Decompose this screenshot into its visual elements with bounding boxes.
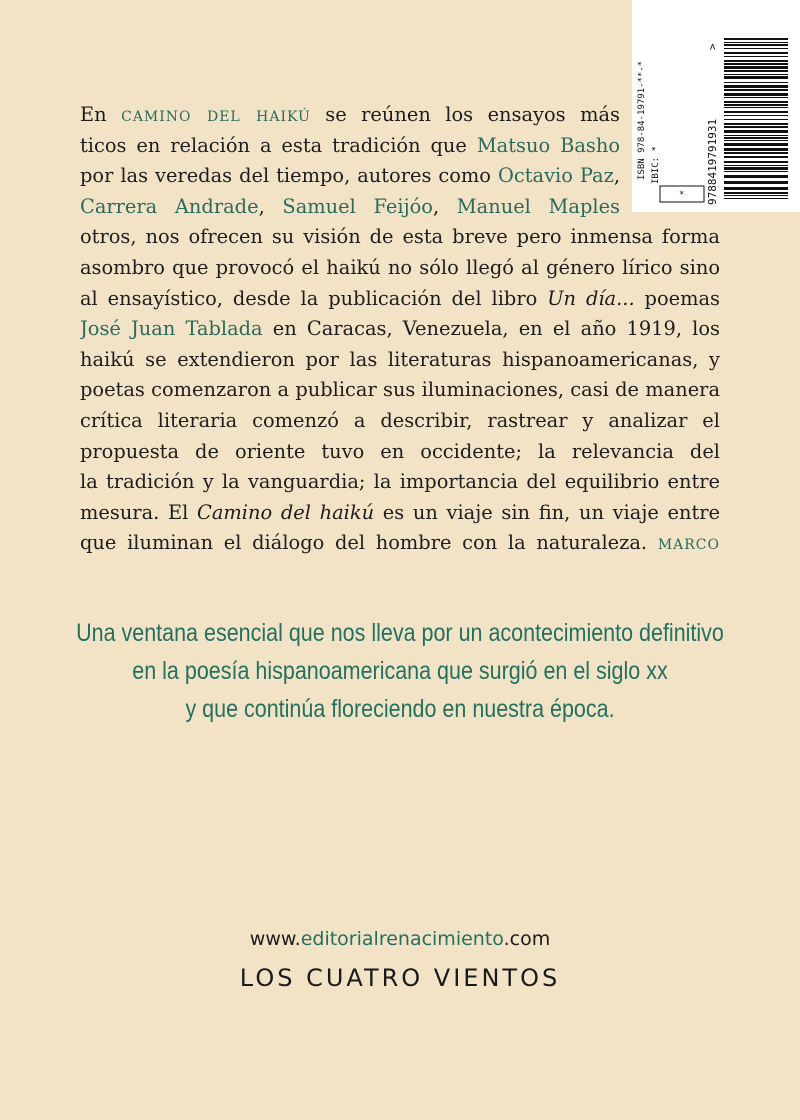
barcode-bar	[724, 161, 788, 163]
barcode-bar	[724, 171, 788, 172]
text-line: por las veredas del tiempo, autores como Octavio Paz,	[80, 164, 620, 188]
barcode-bar	[724, 137, 788, 139]
barcode-bar	[724, 143, 788, 146]
barcode-bar	[724, 198, 788, 199]
barcode-bar	[724, 97, 788, 98]
author-name: Manuel Maples	[456, 194, 620, 218]
barcode-bar	[724, 175, 788, 178]
barcode-bar	[724, 165, 788, 166]
barcode-bar	[724, 187, 788, 190]
text-line: poetas comenzaron a publicar sus iluminaciones, casi de manera	[80, 378, 720, 402]
barcode-bar	[724, 123, 788, 125]
book-reference: Camino del haikú	[197, 500, 375, 524]
barcode-bar	[724, 85, 788, 88]
barcode-digits: 9788419791931	[706, 118, 719, 205]
author-name: Matsuo Basho	[476, 133, 620, 157]
tagline-line: en la poesía hispanoamericana que surgió en el siglo xx	[132, 657, 668, 685]
barcode-bar	[724, 107, 788, 108]
barcode-bar	[724, 115, 788, 116]
barcode-bar	[724, 38, 788, 40]
barcode-bar	[724, 104, 788, 106]
barcode-bar	[724, 101, 788, 103]
text-line: haikú se extendieron por las literaturas hispanoamericanas, y	[80, 347, 720, 371]
barcode-bar	[724, 148, 788, 151]
barcode-bar	[724, 44, 788, 46]
ibic-label: IBIC: *	[651, 146, 661, 184]
author-name: Carrera Andrade	[80, 194, 259, 218]
barcode-bar	[724, 93, 788, 96]
barcode-bar	[724, 70, 788, 72]
barcode-bar	[724, 195, 788, 196]
text-line: mesura. El Camino del haikú es un viaje sin fin, un viaje entre	[80, 500, 720, 524]
barcode-bar	[724, 76, 788, 79]
barcode-bar	[724, 56, 788, 57]
author-name: Samuel Feijóo	[282, 194, 433, 218]
text-line: José Juan Tablada en Caracas, Venezuela, en el año 1919, los	[80, 317, 720, 341]
book-title: camino del haikú	[121, 103, 311, 126]
barcode-bar	[724, 74, 788, 75]
text-line: ticos en relación a esta tradición que Matsuo Basho	[80, 133, 620, 157]
barcode-bar	[724, 119, 788, 120]
barcode-bar	[724, 140, 788, 141]
text-line: la tradición y la vanguardia; la importancia del equilibrio entre	[80, 470, 720, 494]
tagline-line: Una ventana esencial que nos lleva por un acontecimiento definitivo	[76, 619, 724, 647]
barcode-bar	[724, 52, 788, 54]
barcode-bar	[724, 89, 788, 91]
barcode-bar	[724, 130, 788, 133]
text-line: al ensayístico, desde la publicación del libro Un día... poemas	[80, 286, 720, 310]
collection-name: LOS CUATRO VIENTOS	[239, 964, 561, 992]
barcode-bar	[724, 152, 788, 154]
synopsis-text	[80, 100, 720, 559]
barcode-bar	[724, 156, 788, 158]
barcode-bar	[724, 82, 788, 83]
blurb-author: marco	[657, 531, 720, 555]
barcode-bar	[724, 181, 788, 184]
text-line: propuesta de oriente tuvo en occidente; la relevancia del	[80, 439, 720, 463]
barcode-bar	[724, 111, 788, 113]
author-name: José Juan Tablada	[80, 317, 263, 341]
text-line: En camino del haikú se reúnen los ensayos más	[80, 103, 620, 126]
barcode-bar	[724, 135, 788, 136]
text-line: asombro que provocó el haikú no sólo llegó al género lírico sino	[80, 255, 720, 279]
barcode-bar	[724, 167, 788, 170]
author-name: Octavio Paz	[497, 164, 614, 188]
barcode-bar	[724, 60, 788, 62]
tagline	[56, 614, 744, 728]
ibic-box-value: *	[679, 190, 685, 200]
publisher-brand: editorialrenacimiento	[300, 928, 504, 950]
publisher-website: www.editorialrenacimiento.com	[249, 928, 551, 950]
barcode-bar	[724, 63, 788, 65]
barcode-arrow: >	[706, 43, 719, 50]
tagline-line: y que continúa floreciendo en nuestra época.	[185, 695, 615, 723]
barcode-bar	[724, 48, 788, 49]
book-reference: Un día...	[547, 286, 635, 310]
text-line: otros, nos ofrecen su visión de esta breve pero inmensa forma	[80, 225, 720, 249]
text-line: Carrera Andrade, Samuel Feijóo, Manuel Maples	[80, 192, 620, 223]
barcode-bar	[724, 126, 788, 128]
text-line: que iluminan el diálogo del hombre con la naturaleza. marco	[80, 528, 720, 559]
barcode-bar	[724, 192, 788, 194]
barcode-bar	[724, 42, 788, 43]
isbn-label: ISBN 978-84-19791-**-*	[637, 60, 647, 180]
barcode-bar	[724, 66, 788, 69]
text-line: crítica literaria comenzó a describir, rastrear y analizar el	[80, 408, 720, 432]
